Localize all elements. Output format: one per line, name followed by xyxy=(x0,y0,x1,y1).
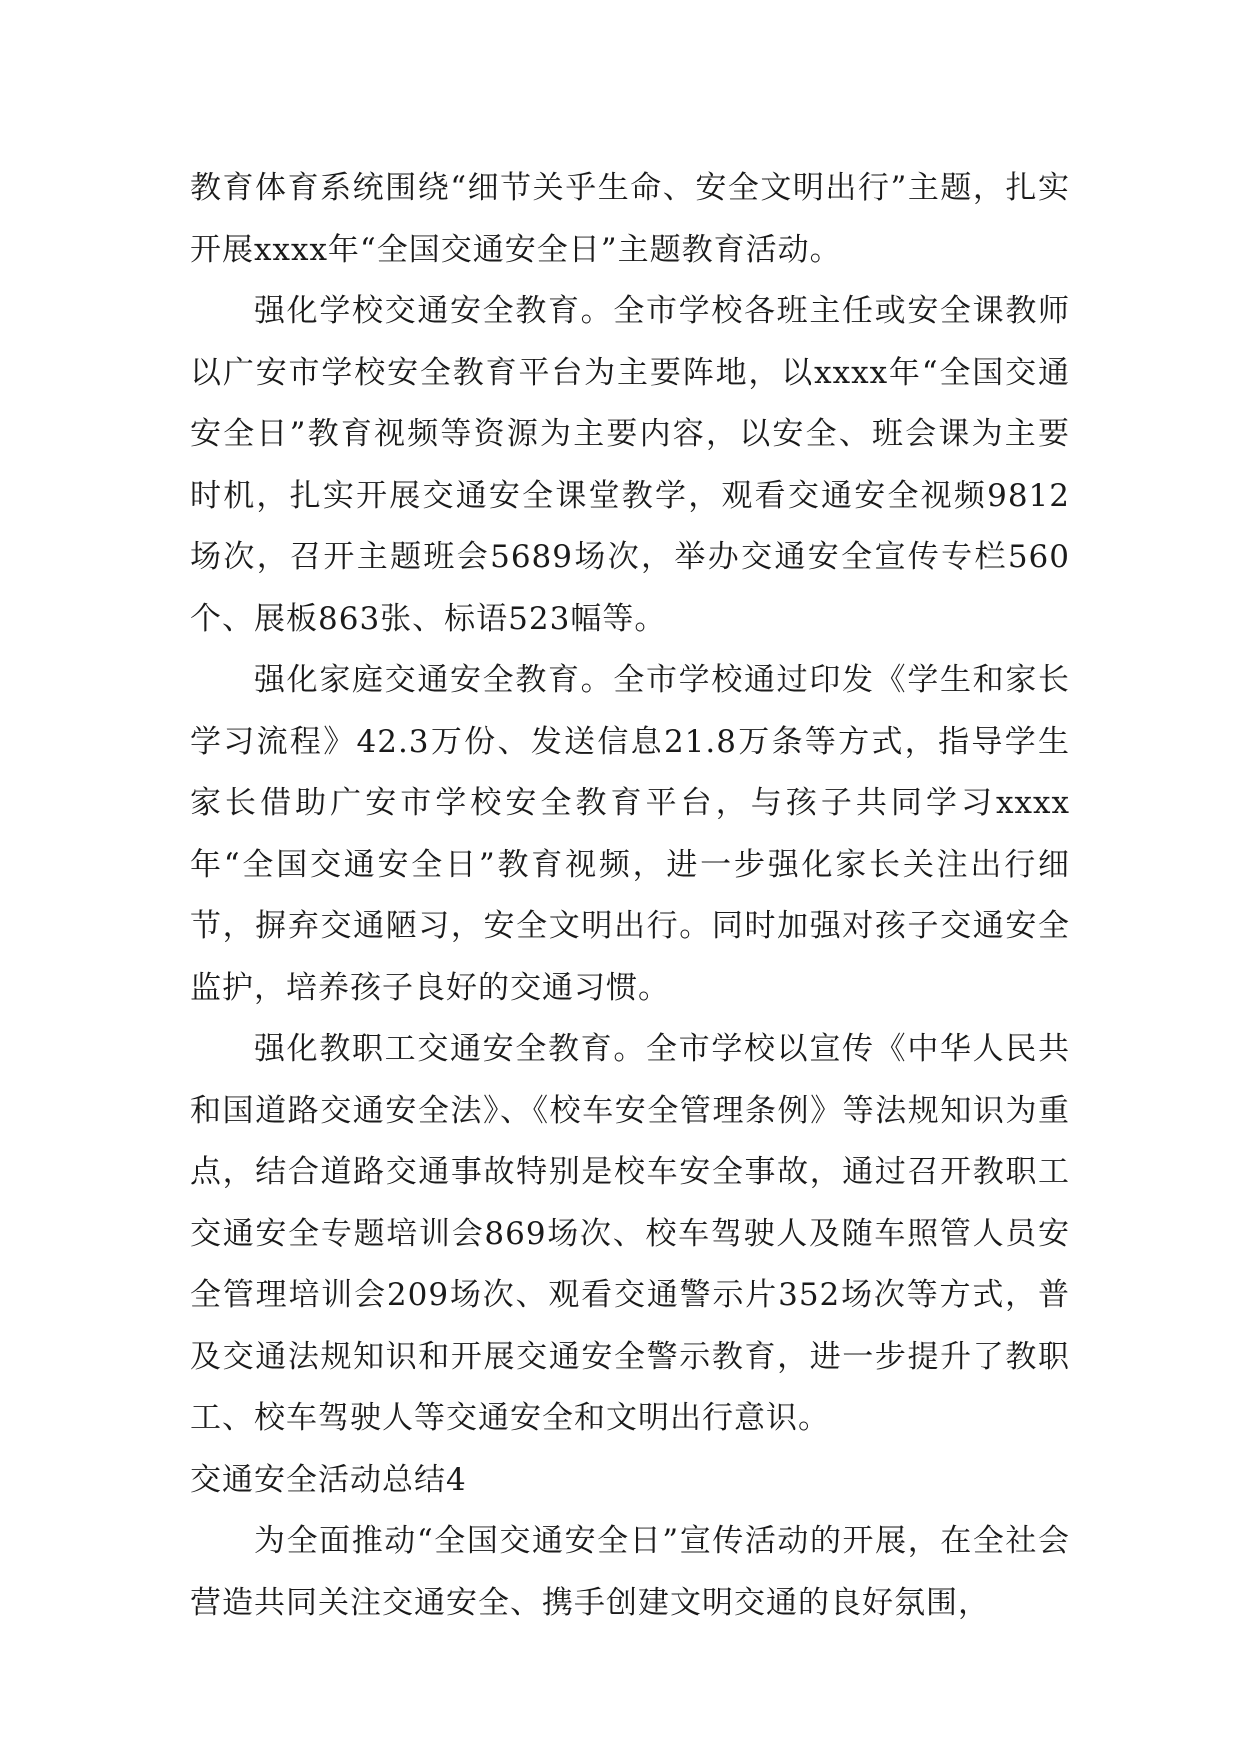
paragraph-final: 为全面推动“全国交通安全日”宣传活动的开展，在全社会营造共同关注交通安全、携手创建文明交通的良好氛围， xyxy=(190,1523,1070,1621)
document-body xyxy=(190,158,1070,1634)
paragraph-school-education: 强化学校交通安全教育。全市学校各班主任或安全课教师以广安市学校安全教育平台为主要阵地，以xxxx年“全国交通安全日”教育视频等资源为主要内容，以安全、班会课为主要时机，扎实开展交通安全课堂教学，观看交通安全视频9812场次，召开主题班会5689场次，举办交通安全宣传专栏560个、展板863张、标语523幅等。 xyxy=(190,293,1070,637)
section-heading: 交通安全活动总结4 xyxy=(190,1461,467,1498)
paragraph-staff-education: 强化教职工交通安全教育。全市学校以宣传《中华人民共和国道路交通安全法》、《校车安全管理条例》等法规知识为重点，结合道路交通事故特别是校车安全事故，通过召开教职工交通安全专题培训会869场次、校车驾驶人及随车照管人员安全管理培训会209场次、观看交通警示片352场次等方式，普及交通法规知识和开展交通安全警示教育，进一步提升了教职工、校车驾驶人等交通安全和文明出行意识。 xyxy=(190,1031,1070,1436)
paragraph-intro: 教育体育系统围绕“细节关乎生命、安全文明出行”主题，扎实开展xxxx年“全国交通安全日”主题教育活动。 xyxy=(190,170,1070,268)
paragraph-family-education: 强化家庭交通安全教育。全市学校通过印发《学生和家长学习流程》42.3万份、发送信息21.8万条等方式，指导学生家长借助广安市学校安全教育平台，与孩子共同学习xxxx年“全国交通安全日”教育视频，进一步强化家长关注出行细节，摒弃交通陋习，安全文明出行。同时加强对孩子交通安全监护，培养孩子良好的交通习惯。 xyxy=(190,662,1070,1006)
